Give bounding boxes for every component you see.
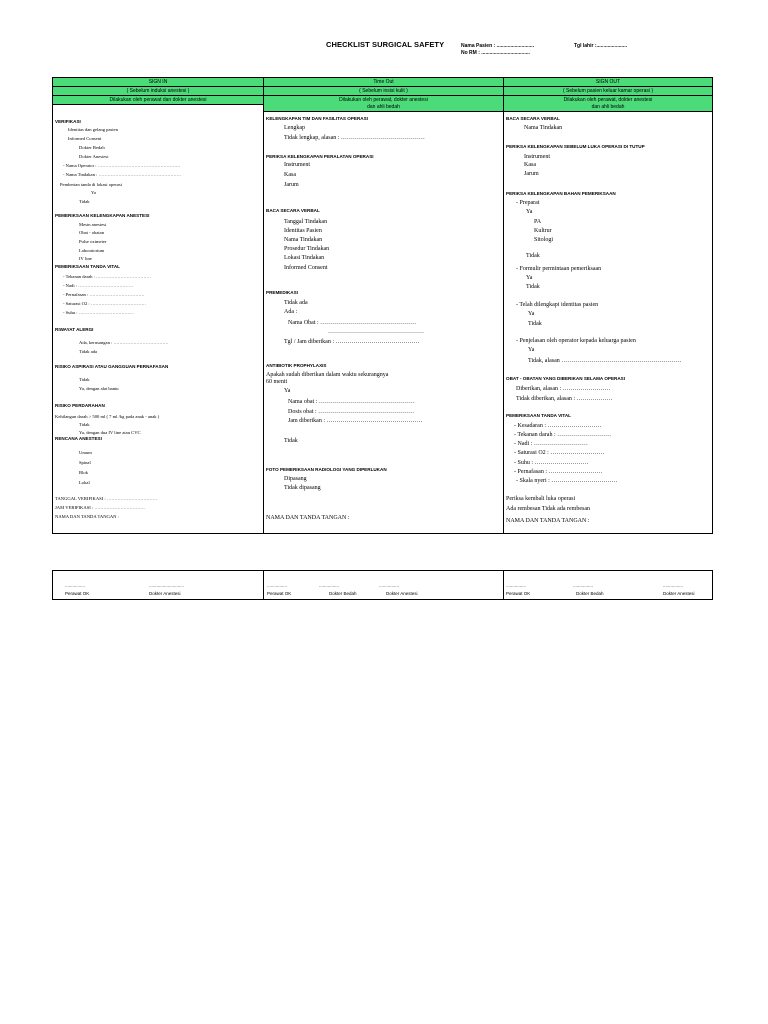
section-heading: FOTO PEMERIKSAAN RADIOLOGI YANG DIPERLUKAN bbox=[266, 467, 387, 472]
checklist-item[interactable]: Lokal bbox=[79, 480, 90, 485]
section-heading: VERIFIKASI bbox=[55, 119, 81, 124]
time-out-header bbox=[264, 78, 503, 112]
checklist-item[interactable]: Tidak dipasang bbox=[284, 485, 321, 491]
checklist-item[interactable]: - Nadi : ……………………………… bbox=[63, 283, 134, 288]
checklist-item[interactable]: Pemberian tanda di lokasi operasi bbox=[60, 182, 122, 187]
checklist-item[interactable]: Tidak bbox=[528, 321, 542, 327]
section-heading: PEMERIKSAAN KELENGKAPAN ANESTESI bbox=[55, 213, 150, 218]
section-heading: OBAT - OBATAN YANG DIBERIKAN SELAMA OPERASI bbox=[506, 376, 626, 381]
checklist-item[interactable]: Ada rembesan Tidak ada rembesan bbox=[506, 506, 590, 512]
checklist-item[interactable]: Sitologi bbox=[534, 237, 554, 243]
checklist-item[interactable]: Tidak ada bbox=[79, 349, 98, 354]
checklist-item[interactable]: Mesin anestesi bbox=[79, 222, 107, 227]
checklist-item[interactable]: Kehilangan darah > 500 ml ( 7 ml /kg pada anak - anak ) bbox=[55, 414, 160, 419]
checklist-item[interactable]: - Tekanan darah : ……………………………… bbox=[63, 274, 152, 279]
checklist-item[interactable]: Tidak, alasan …………………………………………………… bbox=[528, 358, 682, 364]
time-out-column bbox=[264, 78, 504, 533]
checklist-item[interactable]: - Pernafasan : ……………………… bbox=[514, 469, 603, 475]
checklist-item[interactable]: JAM VERIFIKASI : …………………………… bbox=[55, 505, 145, 510]
signature-label-dokter-anestesi: Dokter Anestesi bbox=[663, 591, 695, 596]
checklist-item[interactable]: Dokter Anestesi bbox=[79, 154, 109, 159]
signature-divider bbox=[503, 571, 504, 599]
checklist-item[interactable]: Spinal bbox=[79, 460, 91, 465]
checklist-item[interactable]: 60 menit bbox=[266, 379, 288, 385]
checklist-item[interactable]: Jarum bbox=[284, 182, 299, 188]
checklist-item[interactable]: - Formulir permintaan pemeriksaan bbox=[516, 266, 602, 272]
signature-line[interactable]: ................ bbox=[506, 583, 527, 588]
sign-in-column bbox=[53, 78, 264, 533]
checklist-item[interactable]: - Skala nyeri : …………………………… bbox=[516, 478, 618, 484]
signature-line[interactable]: ............................ bbox=[149, 583, 185, 588]
checklist-item[interactable]: - Nama Tindakan : ……………………………………………… bbox=[63, 172, 182, 177]
checklist-item[interactable]: Umum bbox=[79, 450, 92, 455]
checklist-item[interactable]: Kasa bbox=[524, 162, 536, 168]
checklist-item[interactable]: Jam diberikan : ………………………………………… bbox=[288, 418, 423, 424]
signature-divider bbox=[263, 571, 264, 599]
checklist-item[interactable]: Pulse oximeter bbox=[79, 239, 107, 244]
time-out-subtitle: ( Sebelum insisi kulit ) bbox=[264, 86, 503, 95]
section-heading: PEMERIKSAAN TANDA VITAL bbox=[506, 413, 571, 418]
checklist-item[interactable]: Tidak bbox=[284, 438, 298, 444]
checklist-item[interactable]: - Telah dilengkapi identitas pasien bbox=[516, 302, 599, 308]
sign-in-performer: Dilakukan oleh perawat dan dokter anestesi bbox=[53, 95, 263, 104]
signature-label-perawat-ok: Perawat OK bbox=[267, 591, 292, 596]
section-heading: ANTIBIOTIK PROPHYLAXIS bbox=[266, 363, 327, 368]
checklist-item[interactable]: Tidak ada bbox=[284, 300, 308, 306]
checklist-item[interactable]: Ya bbox=[526, 275, 533, 281]
section-heading: PERIKSA KELENGKAPAN SEBELUM LUKA OPERASI DI TUTUP bbox=[506, 144, 645, 149]
checklist-item[interactable]: Tanggal Tindakan bbox=[284, 219, 328, 225]
time-out-title: Time Out bbox=[373, 79, 394, 85]
checklist-item[interactable]: Ya bbox=[284, 388, 291, 394]
section-heading: PERIKSA KELENGKAPAN PERALATAN OPERASI bbox=[266, 154, 374, 159]
checklist-item[interactable]: Jarum bbox=[524, 171, 539, 177]
checklist-item[interactable]: - Nama Operator : ……………………………………………… bbox=[63, 163, 181, 168]
checklist-item[interactable]: Tgl / Jam diberikan : …………………………………… bbox=[284, 339, 420, 345]
checklist-item[interactable]: NAMA DAN TANDA TANGAN : bbox=[506, 518, 590, 524]
checklist-item[interactable]: Lokasi Tindakan bbox=[284, 255, 325, 261]
checklist-item[interactable]: - Saturasi O2 : ……………………………… bbox=[63, 301, 146, 306]
checklist-item[interactable]: - Suhu : ……………………… bbox=[514, 460, 589, 466]
section-heading: KELENGKAPAN TIM DAN FASILITAS OPERASI bbox=[266, 116, 368, 121]
checklist-item[interactable]: Informed Consent bbox=[68, 136, 102, 141]
checklist-item[interactable]: Tidak bbox=[526, 253, 540, 259]
checklist-item[interactable]: NAMA DAN TANDA TANGAN : bbox=[266, 515, 350, 521]
sign-in-title: SIGN IN bbox=[148, 79, 168, 85]
page-title: CHECKLIST SURGICAL SAFETY bbox=[326, 40, 445, 49]
checklist-item[interactable]: ………………………………………… bbox=[328, 329, 424, 335]
checklist-item[interactable]: Tidak bbox=[526, 284, 540, 290]
sign-out-subtitle: ( Sebelum pasien keluar kamar operasi ) bbox=[504, 86, 712, 95]
signature-label-dokter-bedah: Dokter Bedah bbox=[576, 591, 604, 596]
section-heading: RIWAYAT ALERGI bbox=[55, 327, 94, 332]
signature-label-dokter-anestesi: Dokter Anestesi bbox=[386, 591, 418, 596]
checklist-item[interactable]: Ya bbox=[526, 209, 533, 215]
checklist-item[interactable]: NAMA DAN TANDA TANGAN : bbox=[55, 514, 119, 519]
checklist-item[interactable]: Informed Consent bbox=[284, 265, 328, 271]
signature-line[interactable]: ................ bbox=[319, 583, 340, 588]
time-out-performer: Dilakukan oleh perawat, dokter anestesi bbox=[264, 95, 503, 104]
checklist-item[interactable]: Tidak bbox=[79, 377, 90, 382]
checklist-item[interactable]: Ada : bbox=[284, 309, 298, 315]
signature-line[interactable]: ................ bbox=[65, 583, 86, 588]
section-heading: BACA SECARA VERBAL bbox=[266, 208, 320, 213]
checklist-item[interactable]: Diberikan, alasan : …………………… bbox=[516, 386, 611, 392]
signature-strip bbox=[52, 570, 713, 600]
checklist-item[interactable]: Instrument bbox=[524, 154, 550, 160]
section-heading: RENCANA ANESTESI bbox=[55, 436, 102, 441]
no-rm-field[interactable]: No RM : ................................... bbox=[461, 50, 530, 56]
signature-label-dokter-bedah: Dokter Bedah bbox=[329, 591, 357, 596]
checklist-item[interactable]: - Nadi : ……………………… bbox=[514, 441, 588, 447]
checklist-item[interactable]: Identitas dan gelang pasien bbox=[68, 127, 118, 132]
checklist-item[interactable]: Ya, dengan alat bantu bbox=[79, 386, 119, 391]
signature-line[interactable]: ................ bbox=[379, 583, 400, 588]
checklist-item[interactable]: Obat - obatan bbox=[79, 230, 105, 235]
section-heading: RISIKO ASPIRASI ATAU GANGGUAN PERNAFASAN bbox=[55, 364, 169, 369]
sign-out-performer-2: dan ahli bedah bbox=[591, 104, 625, 110]
signature-line[interactable]: ................ bbox=[663, 583, 684, 588]
checklist-item[interactable]: Instrument bbox=[284, 162, 310, 168]
checklist-item[interactable]: Prosedur Tindakan bbox=[284, 246, 330, 252]
section-heading: BACA SECARA VERBAL bbox=[506, 116, 560, 121]
checklist-item[interactable]: Tidak bbox=[79, 422, 90, 427]
checklist-item[interactable]: - Preparat bbox=[516, 200, 540, 206]
section-heading: PREMEDIKASI bbox=[266, 290, 298, 295]
nama-pasien-field[interactable]: Nama Pasien : ........................... bbox=[461, 43, 535, 49]
checklist-item[interactable]: - Pernafasan : ……………………………… bbox=[63, 292, 145, 297]
checklist-item[interactable]: Ya bbox=[528, 311, 535, 317]
section-heading: RISIKO PERDARAHAN bbox=[55, 403, 105, 408]
checklist-item[interactable]: Ya, dengan dua IV line atau CVC bbox=[79, 430, 141, 435]
sign-out-title: SIGN OUT bbox=[595, 79, 621, 85]
checklist-item[interactable]: Blok bbox=[79, 470, 88, 475]
checklist-item[interactable]: TANGGAL VERIFIKASI : …………………………… bbox=[55, 496, 158, 501]
sign-out-column bbox=[504, 78, 712, 533]
checklist-item[interactable]: IV line bbox=[79, 256, 92, 261]
signature-label-perawat-ok: Perawat OK bbox=[506, 591, 531, 596]
checklist-item[interactable]: Dipasang bbox=[284, 476, 307, 482]
checklist-item[interactable]: Nama Obat : ………………………………………… bbox=[288, 320, 417, 326]
section-heading: PERIKSA KELENGKAPAN BAHAN PEMERIKSAAN bbox=[506, 191, 616, 196]
checklist-item[interactable]: Ya bbox=[91, 190, 96, 195]
time-out-performer-2: dan ahli bedah bbox=[367, 104, 400, 110]
checklist-item[interactable]: Nama Tindakan bbox=[284, 237, 323, 243]
checklist-item[interactable]: - Tekanan darah : ……………………… bbox=[514, 432, 612, 438]
checklist-item[interactable]: Nama Tindakan bbox=[524, 125, 563, 131]
checklist-item[interactable]: Dosis obat : ………………………………………… bbox=[288, 409, 415, 415]
checklist-item[interactable]: - Saturasi O2 : ……………………… bbox=[514, 450, 605, 456]
checklist-item[interactable]: Apakah sudah diberikan dalam waktu sekurangnya bbox=[266, 372, 389, 378]
section-heading: PEMERIKSAAN TANDA VITAL bbox=[55, 264, 120, 269]
signature-line[interactable]: ................ bbox=[267, 583, 288, 588]
checklist-item[interactable]: Kasa bbox=[284, 172, 296, 178]
checklist-item[interactable]: Ya bbox=[528, 347, 535, 353]
checklist-item[interactable]: Kultrur bbox=[534, 228, 552, 234]
checklist-item[interactable]: Tidak bbox=[79, 199, 90, 204]
checklist-item[interactable]: - Penjelasan oleh operator kepada keluarga pasien bbox=[516, 338, 636, 344]
checklist-item[interactable]: - Kesadaran : ……………………… bbox=[514, 423, 602, 429]
sign-in-header bbox=[53, 78, 263, 105]
checklist-table bbox=[52, 77, 713, 534]
signature-line[interactable]: ................ bbox=[573, 583, 594, 588]
checklist-item[interactable]: PA bbox=[534, 219, 542, 225]
sign-out-performer: Dilakukan oleh perawat, dokter anestesi bbox=[504, 95, 712, 104]
sign-out-header bbox=[504, 78, 712, 112]
checklist-item[interactable]: Laboratorium bbox=[79, 248, 105, 253]
checklist-item[interactable]: Nama obat : ………………………………………… bbox=[288, 399, 415, 405]
signature-label-perawat-ok: Perawat OK bbox=[65, 591, 90, 596]
tgl-lahir-field[interactable]: Tgl lahir :...................... bbox=[574, 43, 628, 49]
checklist-item[interactable]: Ada, kerusangan : ……………………………… bbox=[79, 340, 169, 345]
signature-label-dokter-anestesi: Dokter Anestesi bbox=[149, 591, 181, 596]
sign-in-subtitle: ( Sebelum induksi anestesi ) bbox=[53, 86, 263, 95]
checklist-item[interactable]: - Suhu : ……………………………… bbox=[63, 310, 134, 315]
checklist-item[interactable]: Lengkap bbox=[284, 125, 305, 131]
checklist-item[interactable]: Tidak diberikan, alasan : ……………… bbox=[516, 396, 613, 402]
checklist-item[interactable]: Identitas Pasien bbox=[284, 228, 322, 234]
checklist-item[interactable]: Tidak lengkap, alasan : …………………………………… bbox=[284, 135, 425, 141]
checklist-item[interactable]: Periksa kembali luka operasi bbox=[506, 496, 576, 502]
checklist-item[interactable]: Dokter Bedah bbox=[79, 145, 105, 150]
